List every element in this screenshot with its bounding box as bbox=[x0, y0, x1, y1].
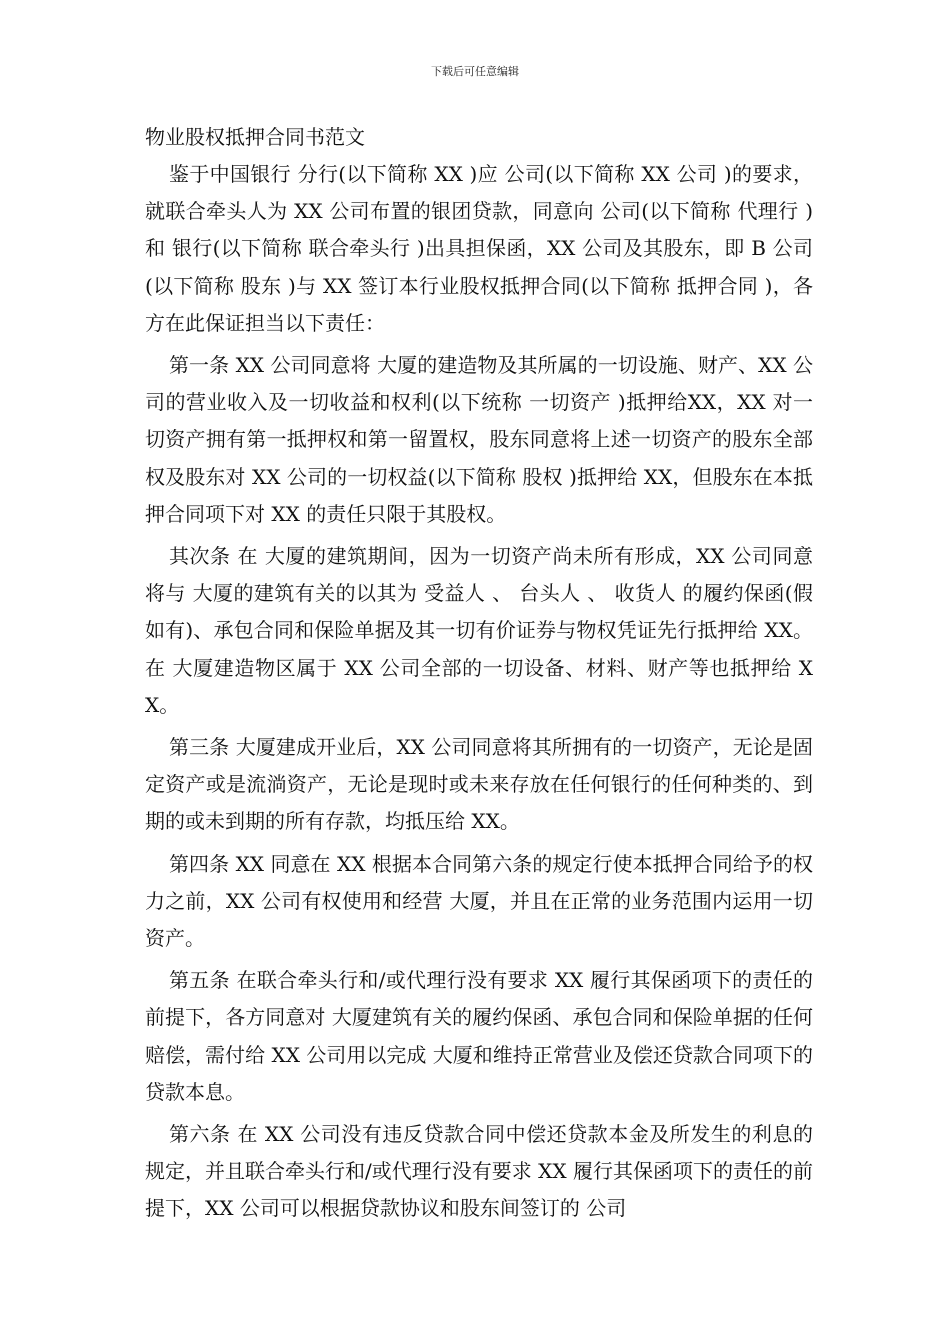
paragraph-article-5: 第五条 在联合牵头行和/或代理行没有要求 XX 履行其保函项下的责任的前提下，各方同意对 大厦建筑有关的履约保函、承包合同和保险单据的任何赔偿，需付给 XX 公司用以完成 大厦和维持正常营业及偿还贷款合同项下的贷款本息。 bbox=[145, 968, 813, 1104]
paragraph-article-4: 第四条 XX 同意在 XX 根据本合同第六条的规定行使本抵押合同给予的权力之前，XX 公司有权使用和经营 大厦，并且在正常的业务范围内运用一切资产。 bbox=[145, 851, 813, 951]
paragraph-article-6: 第六条 在 XX 公司没有违反贷款合同中偿还贷款本金及所发生的利息的规定，并且联合牵头行和/或代理行没有要求 XX 履行其保函项下的责任的前提下，XX 公司可以根据贷款协议和股东间签订的 公司 bbox=[145, 1122, 813, 1221]
document-title: 物业股权抵押合同书范文 bbox=[145, 125, 365, 149]
paragraph-preamble: 鉴于中国银行 分行(以下简称 XX )应 公司(以下简称 XX 公司 )的要求，就联合牵头人为 XX 公司布置的银团贷款，同意向 公司(以下简称 代理行 )和 银行(以下简称 联合牵头行 )出具担保函，XX 公司及其股东，即 B 公司(以下简称 股东 )与 XX 签订本行业股权抵押合同(以下简称 抵押合同 )，各方在此保证担当以下责任： bbox=[145, 162, 813, 335]
paragraph-article-2: 其次条 在 大厦的建筑期间，因为一切资产尚未所有形成，XX 公司同意将与 大厦的建筑有关的以其为 受益人 、 台头人 、 收货人 的履约保函(假如有)、承包合同和保险单据及其一切有价证券与物权凭证先行抵押给 XX。在 大厦建造物区属于 XX 公司全部的一切设备、材料、财产等也抵押给 XX。 bbox=[145, 544, 813, 717]
document-body bbox=[145, 119, 813, 1228]
paragraph-article-1: 第一条 XX 公司同意将 大厦的建造物及其所属的一切设施、财产、XX 公司的营业收入及一切收益和权利(以下统称 一切资产 )抵押给XX，XX 对一切资产拥有第一抵押权和第一留置权，股东同意将上述一切资产的股东全部权及股东对 XX 公司的一切权益(以下简称 股权 )抵押给 XX，但股东在本抵押合同项下对 XX 的责任只限于其股权。 bbox=[145, 353, 813, 526]
header-note: 下载后可任意编辑 bbox=[431, 65, 519, 78]
paragraph-article-3: 第三条 大厦建成开业后，XX 公司同意将其所拥有的一切资产，无论是固定资产或是流淌资产，无论是现时或未来存放在任何银行的任何种类的、到期的或未到期的所有存款，均抵压给 XX。 bbox=[145, 735, 813, 834]
